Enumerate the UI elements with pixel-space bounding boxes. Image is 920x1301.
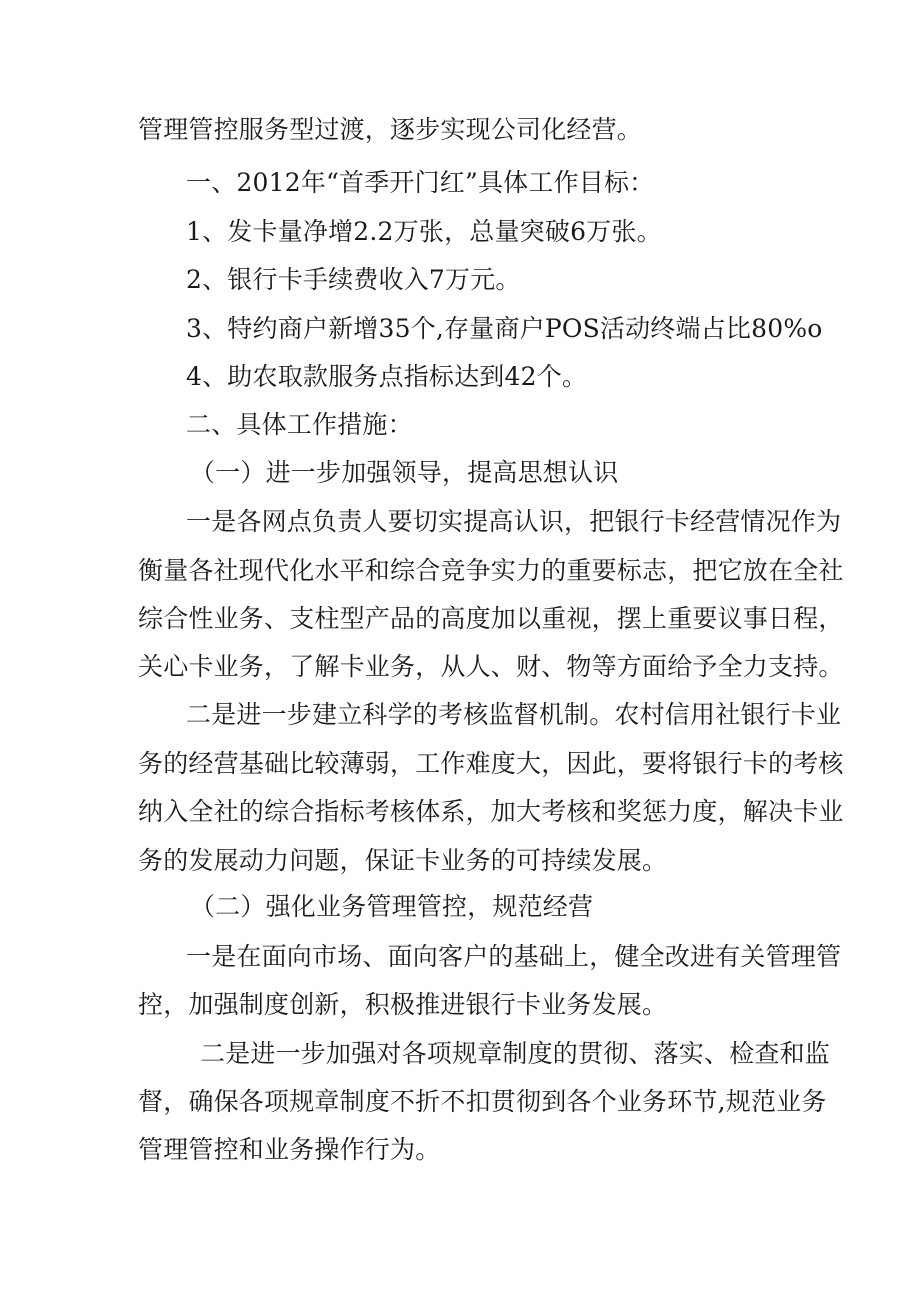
paragraph-line: 务的经营基础比较薄弱，工作难度大，因此，要将银行卡的考核 (138, 749, 844, 778)
section-heading: 二、具体工作措施： (186, 410, 413, 439)
list-item: 1、发卡量净增2.2万张，总量突破6万张。 (186, 217, 662, 246)
paragraph-line: 综合性业务、支柱型产品的高度加以重视，摆上重要议事日程， (138, 604, 844, 633)
paragraph-line: 关心卡业务，了解卡业务，从人、财、物等方面给予全力支持。 (138, 652, 844, 681)
subsection-heading: （二）强化业务管理管控，规范经营 (190, 892, 594, 921)
paragraph-line: 管理管控和业务操作行为。 (138, 1135, 441, 1164)
paragraph-line: 一是各网点负责人要切实提高认识，把银行卡经营情况作为 (186, 507, 842, 536)
paragraph-line: 督，确保各项规章制度不折不扣贯彻到各个业务环节,规范业务 (138, 1087, 827, 1116)
paragraph-line: 衡量各社现代化水平和综合竞争实力的重要标志，把它放在全社 (138, 556, 844, 585)
paragraph-line: 管理管控服务型过渡，逐步实现公司化经营。 (138, 115, 643, 144)
section-heading: 一、2012年“首季开门红”具体工作目标： (186, 168, 655, 197)
subsection-heading: （一）进一步加强领导，提高思想认识 (190, 458, 619, 487)
paragraph-line: 纳入全社的综合指标考核体系，加大考核和奖惩力度，解决卡业 (138, 797, 844, 826)
paragraph-line: 二是进一步加强对各项规章制度的贯彻、落实、检查和监 (200, 1039, 831, 1068)
paragraph-line: 一是在面向市场、面向客户的基础上，健全改进有关管理管 (186, 942, 842, 971)
paragraph-line: 二是进一步建立科学的考核监督机制。农村信用社银行卡业 (186, 700, 842, 729)
list-item: 3、特约商户新增35个,存量商户POS活动终端占比80%o (186, 314, 823, 343)
paragraph-line: 务的发展动力问题，保证卡业务的可持续发展。 (138, 846, 668, 875)
list-item: 2、银行卡手续费收入7万元。 (186, 265, 521, 294)
list-item: 4、助农取款服务点指标达到42个。 (186, 362, 588, 391)
paragraph-line: 控，加强制度创新，积极推进银行卡业务发展。 (138, 990, 668, 1019)
